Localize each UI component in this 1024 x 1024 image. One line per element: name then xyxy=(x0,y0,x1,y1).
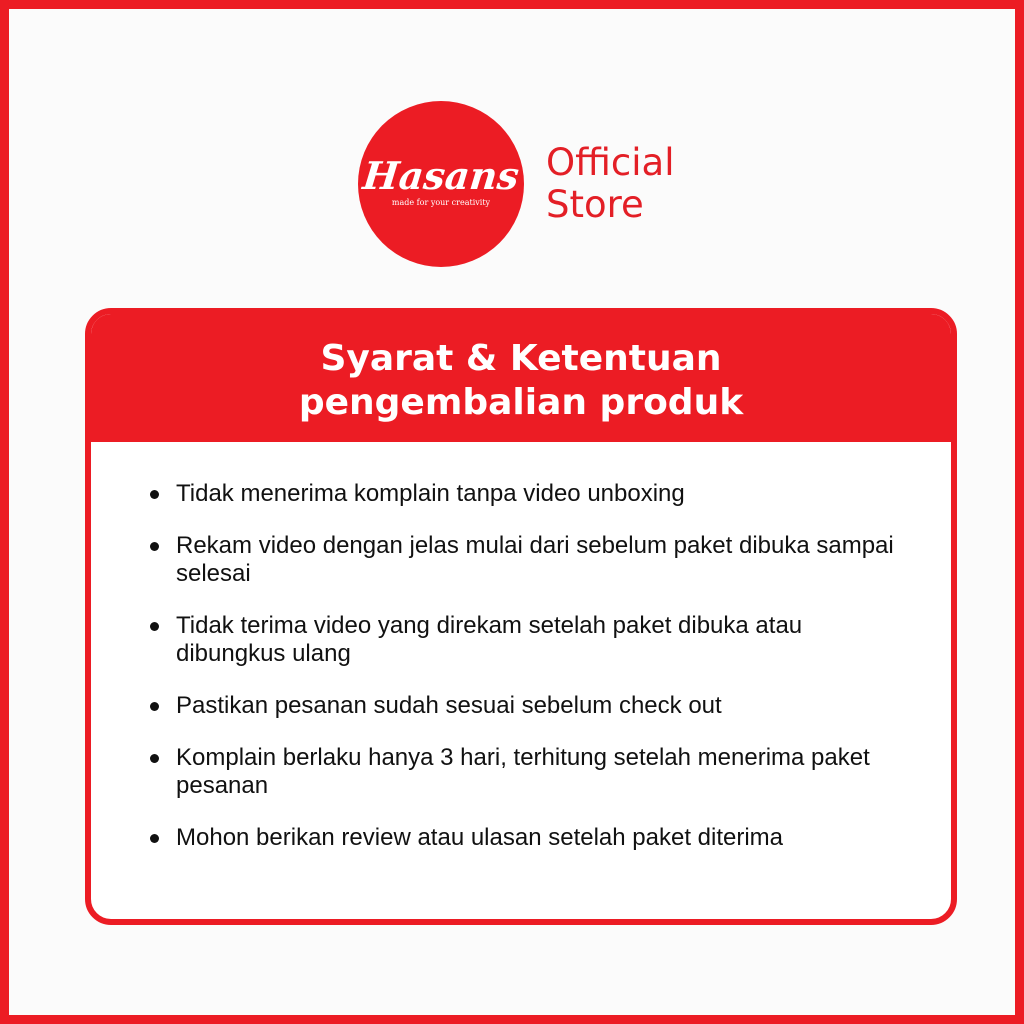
policy-rule-text: Tidak terima video yang direkam setelah paket dibuka atau dibungkus ulang xyxy=(176,612,803,667)
policy-rule xyxy=(145,824,905,852)
bullet-icon xyxy=(150,490,159,499)
policy-rule xyxy=(145,480,905,508)
logo-tagline: made for your creativity xyxy=(391,197,491,207)
policy-rule xyxy=(145,692,905,720)
policy-card xyxy=(85,308,957,925)
policy-rule-text: Komplain berlaku hanya 3 hari, terhitung setelah menerima paket pesanan xyxy=(176,744,870,799)
store-label-line1: Official xyxy=(546,140,675,184)
policy-rule-text: Pastikan pesanan sudah sesuai sebelum check out xyxy=(176,692,722,719)
policy-title-line2: pengembalian produk xyxy=(298,382,744,423)
bullet-icon xyxy=(150,754,159,763)
policy-rule xyxy=(145,612,905,668)
store-label-line2: Store xyxy=(546,182,644,226)
policy-rule xyxy=(145,532,905,588)
policy-rule-text: Tidak menerima komplain tanpa video unboxing xyxy=(176,480,685,507)
policy-rule-text: Rekam video dengan jelas mulai dari sebelum paket dibuka sampai selesai xyxy=(176,532,894,587)
policy-rule-list xyxy=(145,480,905,876)
brand-header xyxy=(358,100,674,267)
bullet-icon xyxy=(150,622,159,631)
logo-name: Hasans xyxy=(360,152,522,198)
policy-title-line1: Syarat & Ketentuan xyxy=(320,338,722,379)
bullet-icon xyxy=(150,834,159,843)
bullet-icon xyxy=(150,702,159,711)
official-store-label xyxy=(546,142,674,226)
bullet-icon xyxy=(150,542,159,551)
policy-rule xyxy=(145,744,905,800)
brand-logo xyxy=(358,101,524,267)
policy-card-header xyxy=(91,314,951,442)
policy-rule-text: Mohon berikan review atau ulasan setelah paket diterima xyxy=(176,824,784,851)
